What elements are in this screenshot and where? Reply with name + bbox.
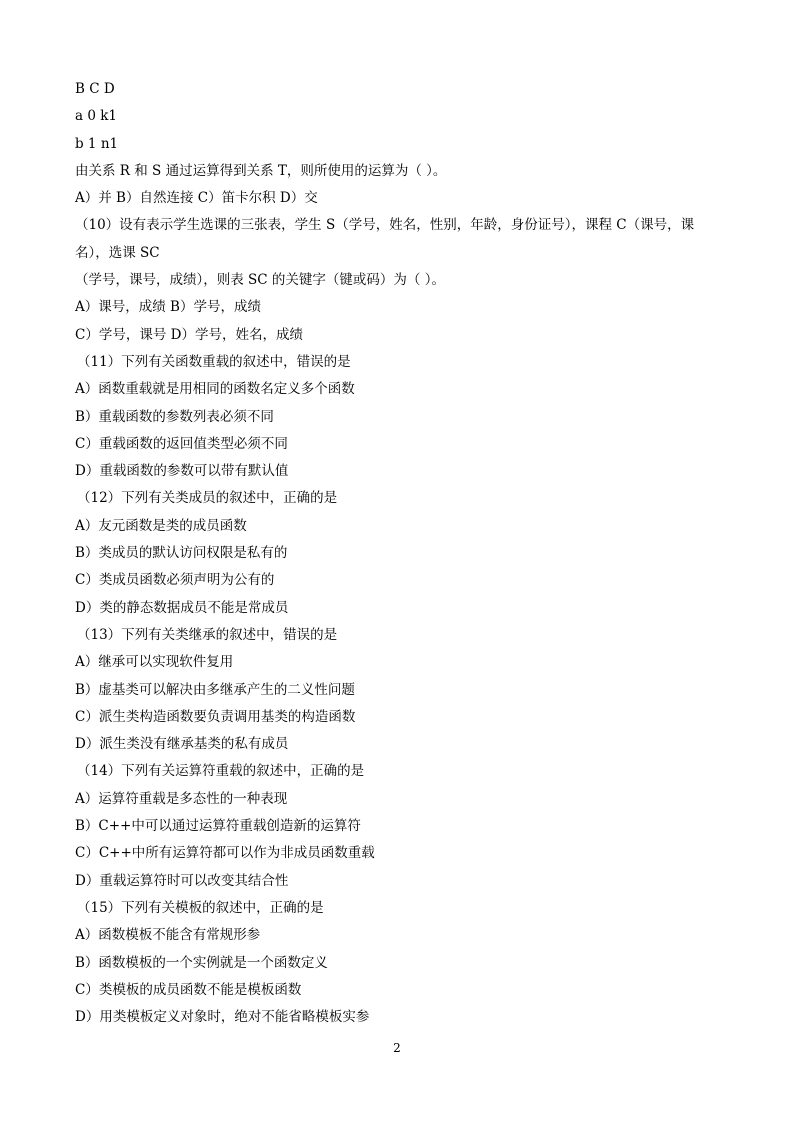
answer-option: B）类成员的默认访问权限是私有的	[75, 545, 288, 562]
text-line: a 0 k1	[75, 108, 117, 125]
answer-option: C）重载函数的返回值类型必须不同	[75, 435, 288, 452]
text-line: b 1 n1	[75, 135, 119, 152]
answer-option: C）派生类构造函数要负责调用基类的构造函数	[75, 708, 356, 725]
answer-options: A）并 B）自然连接 C）笛卡尔积 D）交	[75, 190, 318, 207]
answer-option: D）类的静态数据成员不能是常成员	[75, 599, 289, 616]
answer-option: C）类模板的成员函数不能是模板函数	[75, 981, 302, 998]
answer-option: B）函数模板的一个实例就是一个函数定义	[75, 954, 328, 971]
answer-option: B）重载函数的参数列表必须不同	[75, 408, 274, 425]
page-number: 2	[393, 1041, 401, 1055]
answer-option: B）C++中可以通过运算符重载创造新的运算符	[75, 818, 361, 835]
text-line: B C D	[75, 81, 115, 97]
answer-option: D）重载运算符时可以改变其结合性	[75, 872, 289, 889]
question-heading: （14）下列有关运算符重载的叙述中，正确的是	[77, 763, 365, 780]
answer-option: D）重载函数的参数可以带有默认值	[75, 463, 289, 480]
question-heading: （12）下列有关类成员的叙述中，正确的是	[77, 490, 338, 507]
answer-option: A）函数重载就是用相同的函数名定义多个函数	[75, 381, 355, 398]
answer-option: A）函数模板不能含有常规形参	[75, 927, 261, 944]
answer-option: A）继承可以实现软件复用	[75, 654, 234, 671]
answer-option: B）虚基类可以解决由多继承产生的二义性问题	[75, 681, 355, 698]
question-heading: （11）下列有关函数重载的叙述中，错误的是	[77, 353, 351, 370]
answer-option: A）友元函数是类的成员函数	[75, 517, 247, 534]
text-line: （学号，课号，成绩），则表 SC 的关键字（键或码）为（ ）。	[75, 272, 445, 289]
answer-option: D）派生类没有继承基类的私有成员	[75, 736, 289, 753]
question-heading: （10）设有表示学生选课的三张表，学生 S（学号，姓名，性别，年龄，身份证号），课程 C（课号，课	[75, 217, 695, 234]
answer-options: A）课号，成绩 B）学号，成绩	[75, 299, 261, 316]
page-content	[75, 76, 725, 1031]
answer-option: A）运算符重载是多态性的一种表现	[75, 790, 288, 807]
text-line: 名），选课 SC	[75, 244, 160, 261]
question-heading: （13）下列有关类继承的叙述中，错误的是	[77, 626, 338, 643]
question-heading: （15）下列有关模板的叙述中，正确的是	[77, 899, 324, 916]
text-line: 由关系 R 和 S 通过运算得到关系 T，则所使用的运算为（ ）。	[75, 162, 447, 179]
answer-option: D）用类模板定义对象时，绝对不能省略模板实参	[75, 1009, 370, 1026]
answer-option: C）C++中所有运算符都可以作为非成员函数重载	[75, 845, 375, 862]
answer-option: C）类成员函数必须声明为公有的	[75, 572, 275, 589]
answer-options: C）学号，课号 D）学号，姓名，成绩	[75, 326, 303, 343]
